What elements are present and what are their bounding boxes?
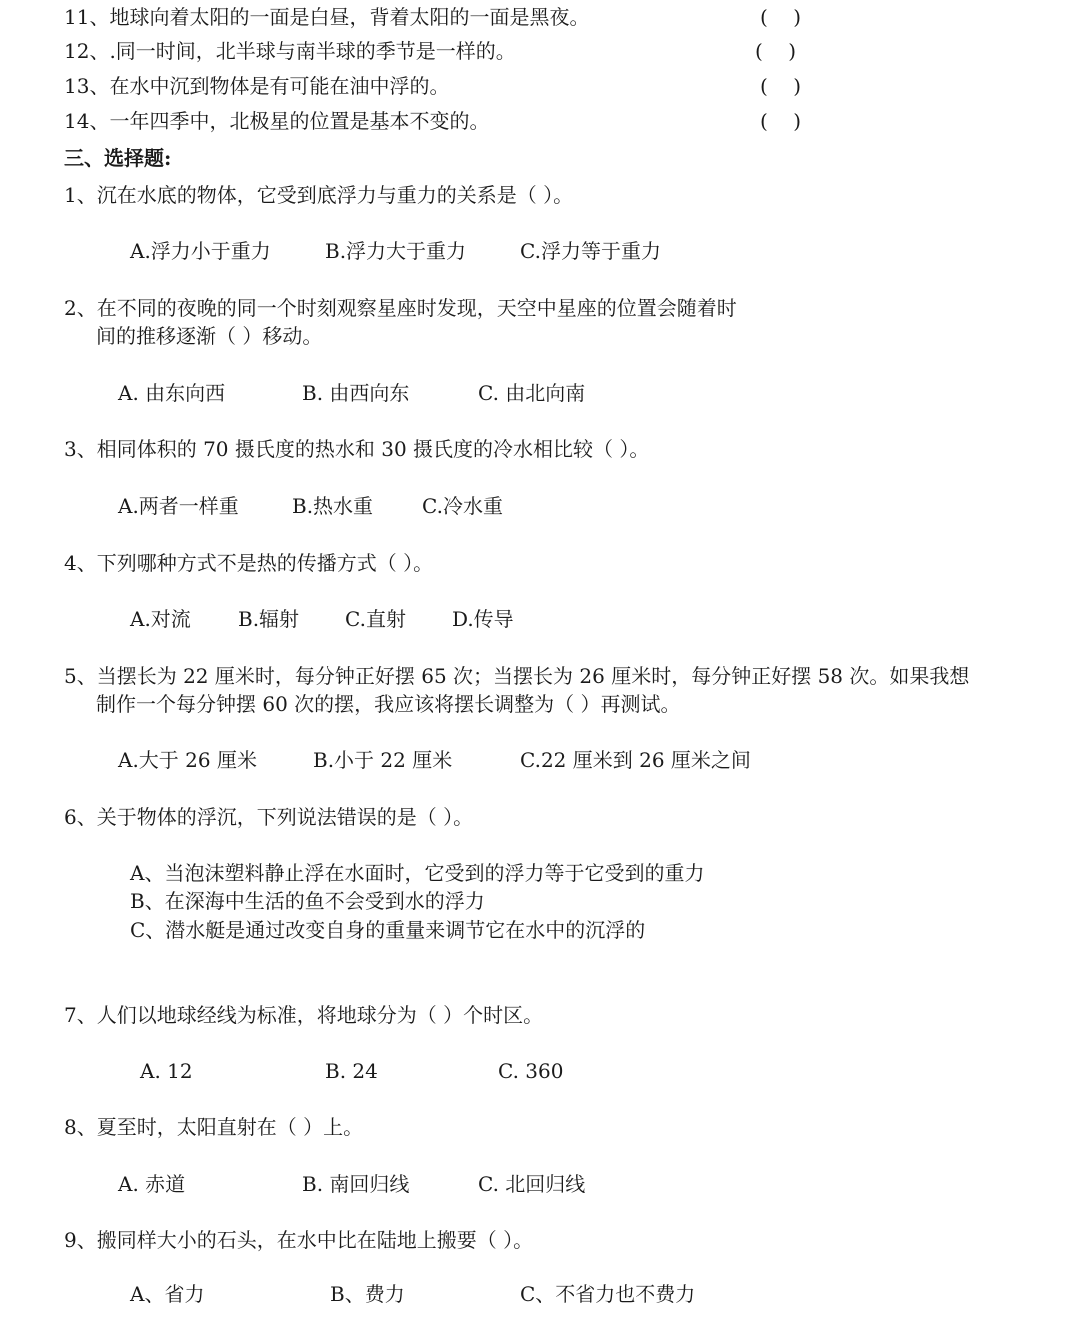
q4-option-c[interactable]: C.直射 xyxy=(345,607,406,631)
answer-blank-11[interactable]: ( ) xyxy=(760,5,802,29)
question-7: 7、人们以地球经线为标准，将地球分为（ ）个时区。 xyxy=(64,1003,544,1027)
q4-option-d[interactable]: D.传导 xyxy=(452,607,514,631)
q1-option-b[interactable]: B.浮力大于重力 xyxy=(325,239,467,263)
q6-option-c[interactable]: C、潜水艇是通过改变自身的重量来调节它在水中的沉浮的 xyxy=(130,918,646,942)
q7-option-a[interactable]: A. 12 xyxy=(140,1059,193,1083)
q7-option-b[interactable]: B. 24 xyxy=(325,1059,378,1083)
q2-option-c[interactable]: C. 由北向南 xyxy=(478,381,586,405)
q4-option-b[interactable]: B.辐射 xyxy=(238,607,300,631)
judgement-item-13: 13、在水中沉到物体是有可能在油中浮的。 xyxy=(64,74,450,98)
section-title: 三、选择题: xyxy=(64,146,172,170)
q8-option-b[interactable]: B. 南回归线 xyxy=(302,1172,410,1196)
q5-option-a[interactable]: A.大于 26 厘米 xyxy=(118,748,257,772)
q5-option-b[interactable]: B.小于 22 厘米 xyxy=(313,748,453,772)
q1-option-a[interactable]: A.浮力小于重力 xyxy=(130,239,271,263)
question-5-line-1: 5、当摆长为 22 厘米时，每分钟正好摆 65 次；当摆长为 26 厘米时，每分钟正好摆 58 次。如果我想 xyxy=(64,664,970,688)
q3-option-c[interactable]: C.冷水重 xyxy=(422,494,503,518)
q2-option-a[interactable]: A. 由东向西 xyxy=(118,381,226,405)
q3-option-b[interactable]: B.热水重 xyxy=(292,494,374,518)
judgement-item-14: 14、一年四季中，北极星的位置是基本不变的。 xyxy=(64,109,490,133)
q7-option-c[interactable]: C. 360 xyxy=(498,1059,564,1083)
judgement-item-12: 12、.同一时间，北半球与南半球的季节是一样的。 xyxy=(64,39,516,63)
q5-option-c[interactable]: C.22 厘米到 26 厘米之间 xyxy=(520,748,751,772)
question-3: 3、相同体积的 70 摄氏度的热水和 30 摄氏度的冷水相比较（ ）。 xyxy=(64,437,650,461)
question-4: 4、下列哪种方式不是热的传播方式（ ）。 xyxy=(64,551,434,575)
question-6: 6、关于物体的浮沉，下列说法错误的是（ ）。 xyxy=(64,805,474,829)
answer-blank-12[interactable]: ( ) xyxy=(755,39,797,63)
answer-blank-13[interactable]: ( ) xyxy=(760,74,802,98)
q6-option-b[interactable]: B、在深海中生活的鱼不会受到水的浮力 xyxy=(130,889,485,913)
q6-option-a[interactable]: A、当泡沫塑料静止浮在水面时，它受到的浮力等于它受到的重力 xyxy=(130,861,705,885)
question-9: 9、搬同样大小的石头，在水中比在陆地上搬要（ ）。 xyxy=(64,1228,534,1252)
q9-option-b[interactable]: B、费力 xyxy=(330,1282,405,1306)
q9-option-c[interactable]: C、不省力也不费力 xyxy=(520,1282,696,1306)
answer-blank-14[interactable]: ( ) xyxy=(760,109,802,133)
q9-option-a[interactable]: A、省力 xyxy=(130,1282,205,1306)
question-2-line-1: 2、在不同的夜晚的同一个时刻观察星座时发现，天空中星座的位置会随着时 xyxy=(64,296,737,320)
q4-option-a[interactable]: A.对流 xyxy=(130,607,191,631)
question-5-line-2: 制作一个每分钟摆 60 次的摆，我应该将摆长调整为（ ）再测试。 xyxy=(96,692,681,716)
q8-option-a[interactable]: A. 赤道 xyxy=(118,1172,186,1196)
q1-option-c[interactable]: C.浮力等于重力 xyxy=(520,239,661,263)
q3-option-a[interactable]: A.两者一样重 xyxy=(118,494,239,518)
judgement-item-11: 11、地球向着太阳的一面是白昼，背着太阳的一面是黑夜。 xyxy=(64,5,590,29)
q2-option-b[interactable]: B. 由西向东 xyxy=(302,381,410,405)
question-8: 8、夏至时，太阳直射在（ ）上。 xyxy=(64,1115,364,1139)
question-1: 1、沉在水底的物体，它受到底浮力与重力的关系是（ ）。 xyxy=(64,183,574,207)
question-2-line-2: 间的推移逐渐（ ）移动。 xyxy=(96,324,323,348)
q8-option-c[interactable]: C. 北回归线 xyxy=(478,1172,586,1196)
